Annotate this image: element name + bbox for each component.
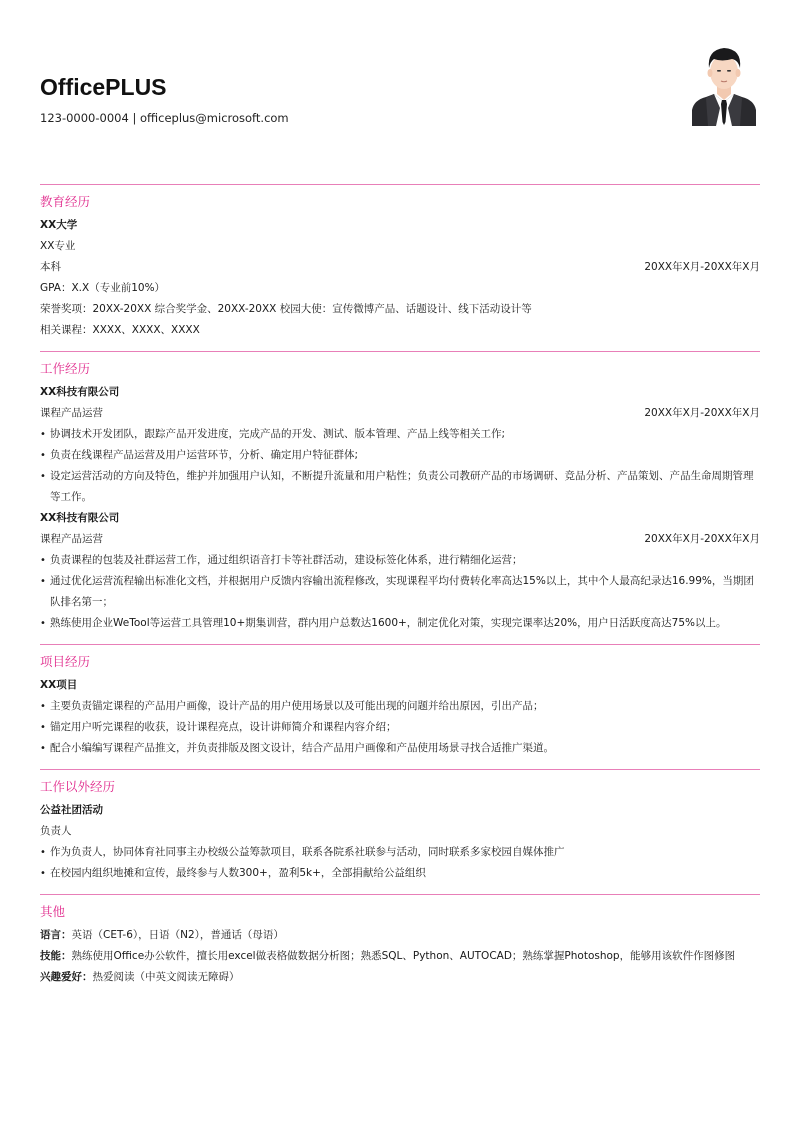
project-bullets (40, 696, 760, 759)
list-item: • 通过优化运营流程输出标准化文档，并根据用户反馈内容输出流程修改，实现课程平均付费转化率高达15%以上，其中个人最高纪录达16.99%，当期团队排名第一； (40, 571, 760, 613)
list-item: • 设定运营活动的方向及特色，维护并加强用户认知，不断提升流量和用户粘性；负责公司教研产品的市场调研、竞品分析、产品策划、产品生命周期管理等工作。 (40, 466, 760, 508)
skills-item (40, 946, 760, 967)
degree-row (40, 257, 760, 278)
list-item: • 主要负责锚定课程的产品用户画像，设计产品的用户使用场景以及可能出现的问题并给出原因，引出产品； (40, 696, 760, 717)
job-entry (40, 382, 760, 508)
role-row (40, 403, 760, 424)
role-row (40, 529, 760, 550)
hobbies-item (40, 967, 760, 988)
company-name: XX科技有限公司 (40, 512, 120, 524)
job-role: 课程产品运营 (40, 533, 103, 545)
hobbies-label: 兴趣爱好： (40, 971, 93, 983)
courses: 相关课程：XXXX、XXXX、XXXX (40, 324, 200, 336)
activity-bullets (40, 842, 760, 884)
job-role: 课程产品运营 (40, 407, 103, 419)
education-section-title: 教育经历 (40, 194, 91, 209)
resume-content (40, 184, 760, 998)
language-item (40, 925, 760, 946)
activity-name: 公益社团活动 (40, 804, 103, 816)
job-bullets (40, 550, 760, 634)
major: XX专业 (40, 240, 76, 252)
avatar-icon (692, 42, 756, 126)
work-section (40, 351, 760, 644)
candidate-name: OfficePLUS (40, 74, 167, 100)
gpa: GPA：X.X（专业前10%） (40, 282, 166, 294)
misc-section-title: 其他 (40, 904, 66, 919)
other-experience-section-title: 工作以外经历 (40, 779, 116, 794)
company-name: XX科技有限公司 (40, 386, 120, 398)
language-label: 语言： (40, 929, 72, 941)
work-section-title: 工作经历 (40, 361, 91, 376)
language-value: 英语（CET-6），日语（N2），普通话（母语） (71, 929, 284, 941)
list-item: • 在校园内组织地摊和宣传，最终参与人数300+，盈利5k+，全部捐献给公益组织 (40, 863, 760, 884)
list-item: • 作为负责人，协同体育社同事主办校级公益筹款项目，联系各院系社联参与活动，同时联系多家校园自媒体推广 (40, 842, 760, 863)
list-item: • 配合小编编写课程产品推文，并负责排版及图文设计，结合产品用户画像和产品使用场景寻找合适推广渠道。 (40, 738, 760, 759)
activity-role: 负责人 (40, 825, 72, 837)
honors: 荣誉奖项：20XX-20XX 综合奖学金、20XX-20XX 校园大使：宣传微博产品、话题设计、线下活动设计等 (40, 303, 532, 315)
list-item: • 锚定用户听完课程的收获，设计课程亮点，设计讲师简介和课程内容介绍； (40, 717, 760, 738)
education-date: 20XX年X月-20XX年X月 (644, 261, 760, 273)
list-item: • 负责在线课程产品运营及用户运营环节，分析、确定用户特征群体; (40, 445, 760, 466)
contact-info: 123-0000-0004 | officeplus@microsoft.com (40, 111, 289, 125)
resume-header (40, 72, 640, 126)
job-entry (40, 508, 760, 634)
school-name: XX大学 (40, 219, 78, 231)
project-name: XX项目 (40, 679, 78, 691)
hobbies-value: 热爱阅读（中英文阅读无障碍） (92, 971, 240, 983)
job-bullets (40, 424, 760, 508)
projects-section-title: 项目经历 (40, 654, 91, 669)
job-date: 20XX年X月-20XX年X月 (644, 407, 760, 419)
education-section (40, 184, 760, 351)
degree: 本科 (40, 261, 61, 273)
misc-section (40, 894, 760, 998)
list-item: • 负责课程的包装及社群运营工作，通过组织语音打卡等社群活动，建设标签化体系，进行精细化运营； (40, 550, 760, 571)
skills-value: 熟练使用Office办公软件，擅长用excel做表格做数据分析图；熟悉SQL、Python、AUTOCAD；熟练掌握Photoshop，能够用该软件作图修图 (71, 950, 736, 962)
skills-label: 技能： (40, 950, 72, 962)
other-experience-section (40, 769, 760, 894)
job-date: 20XX年X月-20XX年X月 (644, 533, 760, 545)
list-item: • 协调技术开发团队，跟踪产品开发进度，完成产品的开发、测试、版本管理、产品上线等相关工作; (40, 424, 760, 445)
projects-section (40, 644, 760, 769)
list-item: • 熟练使用企业WeTool等运营工具管理10+期集训营，群内用户总数达1600+，制定优化对策，实现完课率达20%，用户日活跃度高达75%以上。 (40, 613, 760, 634)
